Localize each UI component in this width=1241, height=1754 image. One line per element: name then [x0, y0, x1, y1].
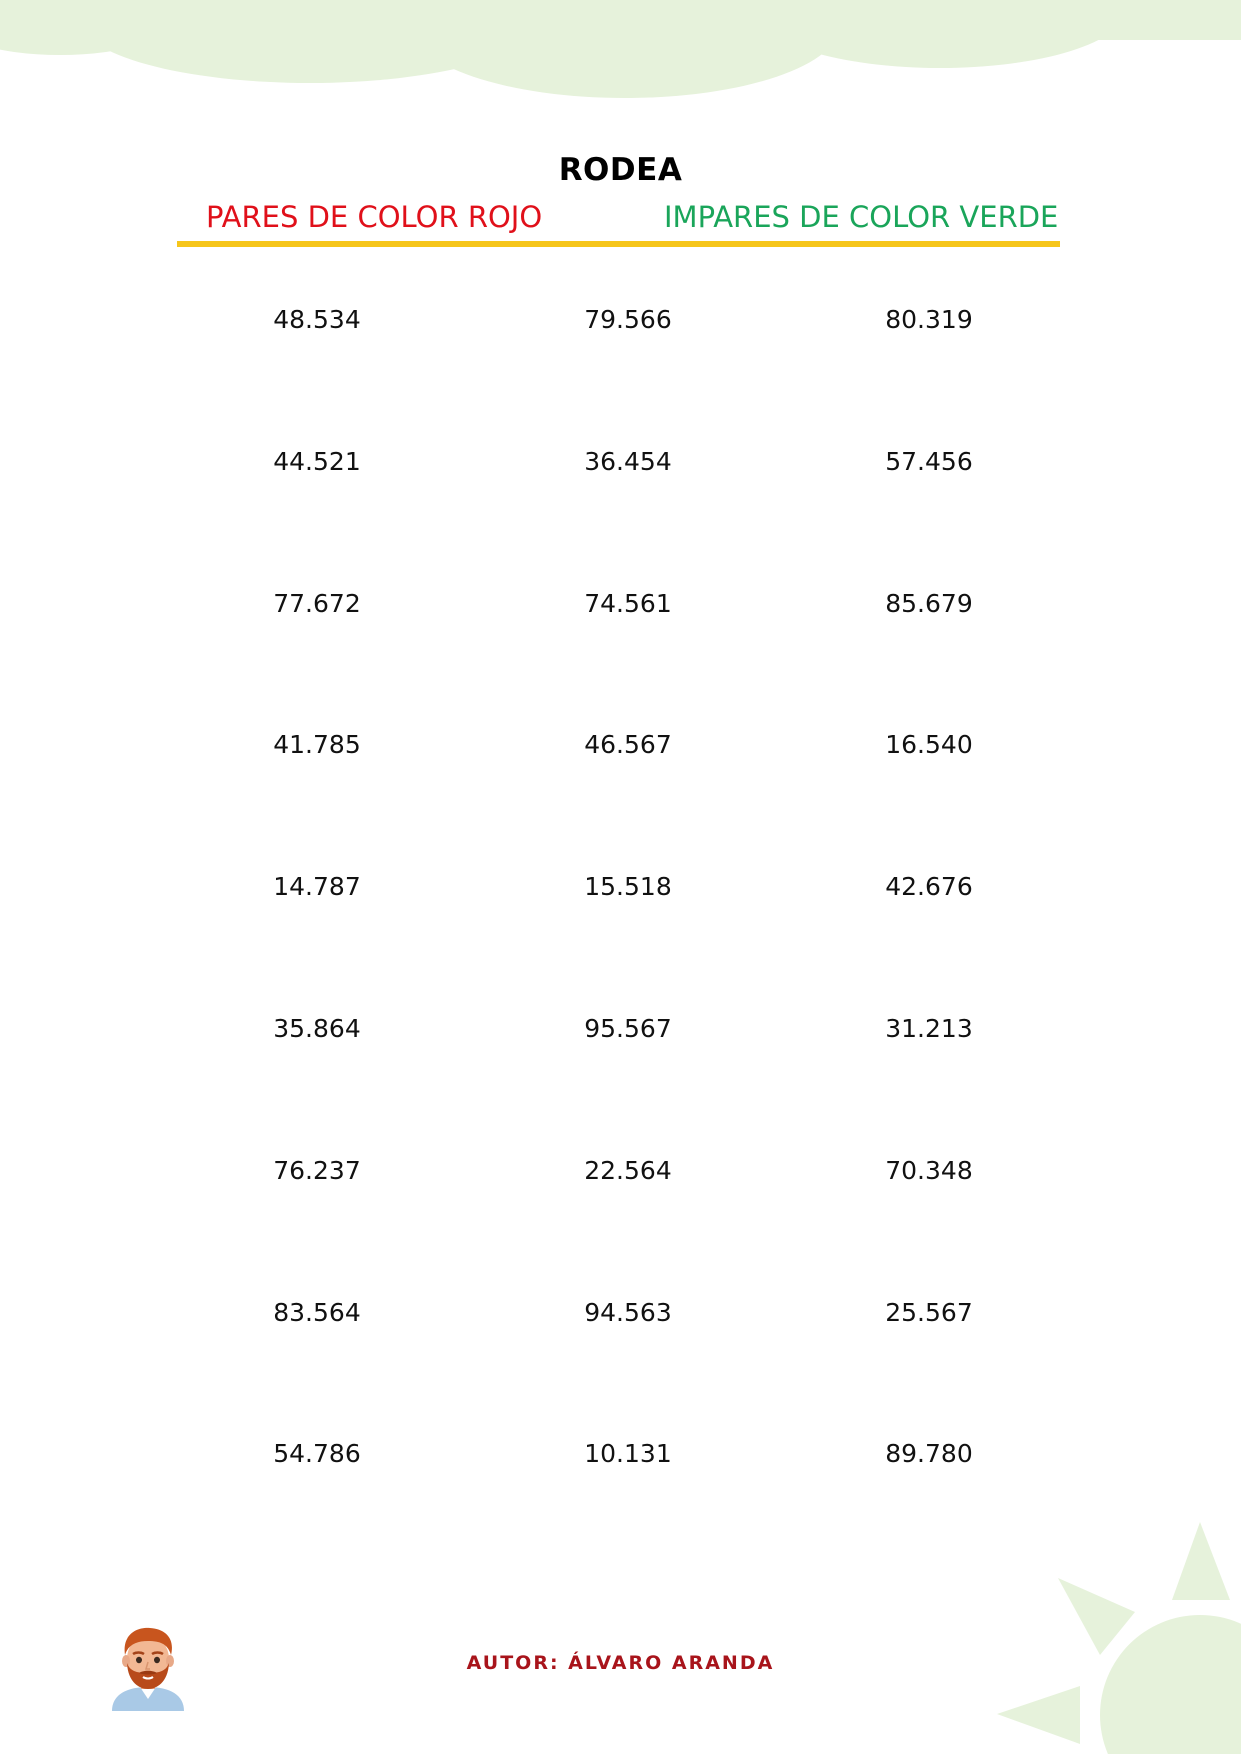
author-credit: AUTOR: ÁLVARO ARANDA — [466, 1652, 775, 1674]
instruction-odd: IMPARES DE COLOR VERDE — [664, 200, 1059, 234]
number-row — [0, 305, 1241, 345]
number-cell[interactable]: 80.319 — [885, 305, 973, 334]
number-cell[interactable]: 16.540 — [885, 730, 973, 759]
number-row — [0, 447, 1241, 487]
number-cell[interactable]: 22.564 — [584, 1156, 672, 1185]
number-cell[interactable]: 83.564 — [273, 1298, 361, 1327]
number-row — [0, 1439, 1241, 1479]
number-cell[interactable]: 15.518 — [584, 872, 672, 901]
number-cell[interactable]: 25.567 — [885, 1298, 973, 1327]
number-cell[interactable]: 70.348 — [885, 1156, 973, 1185]
number-cell[interactable]: 77.672 — [273, 589, 361, 618]
number-cell[interactable]: 31.213 — [885, 1014, 973, 1043]
number-cell[interactable]: 89.780 — [885, 1439, 973, 1468]
number-row — [0, 730, 1241, 770]
number-row — [0, 589, 1241, 629]
number-cell[interactable]: 95.567 — [584, 1014, 672, 1043]
cloud-decoration-icon — [0, 0, 1241, 98]
sun-decoration-icon — [997, 1522, 1241, 1754]
number-cell[interactable]: 79.566 — [584, 305, 672, 334]
number-cell[interactable]: 76.237 — [273, 1156, 361, 1185]
number-cell[interactable]: 94.563 — [584, 1298, 672, 1327]
number-cell[interactable]: 57.456 — [885, 447, 973, 476]
page-title: RODEA — [558, 152, 683, 188]
instruction-even: PARES DE COLOR ROJO — [206, 200, 543, 234]
number-cell[interactable]: 74.561 — [584, 589, 672, 618]
title-underline — [177, 241, 1060, 247]
number-row — [0, 1298, 1241, 1338]
number-cell[interactable]: 85.679 — [885, 589, 973, 618]
number-cell[interactable]: 35.864 — [273, 1014, 361, 1043]
number-cell[interactable]: 14.787 — [273, 872, 361, 901]
number-cell[interactable]: 41.785 — [273, 730, 361, 759]
number-cell[interactable]: 44.521 — [273, 447, 361, 476]
number-cell[interactable]: 10.131 — [584, 1439, 672, 1468]
number-row — [0, 872, 1241, 912]
number-cell[interactable]: 36.454 — [584, 447, 672, 476]
number-cell[interactable]: 46.567 — [584, 730, 672, 759]
number-cell[interactable]: 42.676 — [885, 872, 973, 901]
number-cell[interactable]: 48.534 — [273, 305, 361, 334]
number-cell[interactable]: 54.786 — [273, 1439, 361, 1468]
number-row — [0, 1156, 1241, 1196]
number-row — [0, 1014, 1241, 1054]
